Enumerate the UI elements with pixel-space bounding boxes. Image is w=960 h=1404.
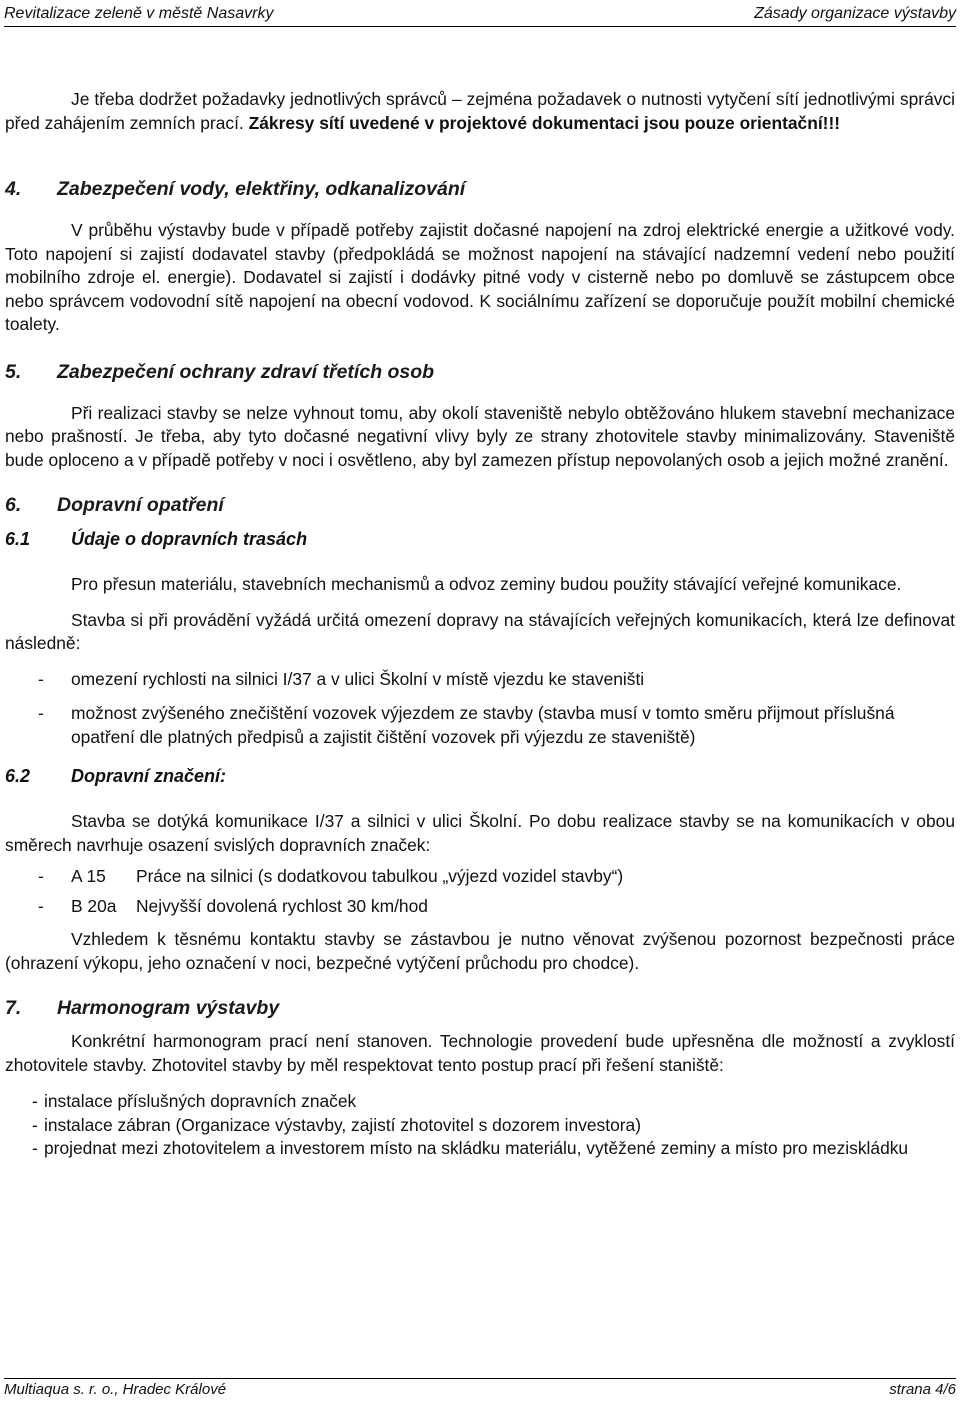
list-dash: - (38, 668, 44, 689)
section-7-heading (5, 995, 955, 1021)
section-5-heading (5, 359, 955, 385)
section-6-2-paragraph-1: Stavba se dotýká komunikace I/37 a silnici v ulici Školní. Po dobu realizace stavby se na komunikacích v obou směrech navrhuje osazení svislých dopravních značek: (5, 811, 955, 855)
page-header (4, 2, 956, 27)
list-item-text: omezení rychlosti na silnici I/37 a v ulici Školní v místě vjezdu ke staveništi (71, 668, 645, 689)
intro-paragraph (5, 88, 955, 135)
list-dash: - (32, 1091, 38, 1111)
section-6-title: Dopravní opatření (57, 494, 224, 516)
list-item-text: možnost zvýšeného znečištění vozovek výjezdem ze stavby (stavba musí v tomto směru přijmout příslušná opatření dle platných předpisů a zajistit čištění vozovek při výjezdu ze staveniště) (71, 703, 895, 747)
traffic-sign-code: B 20a (71, 895, 117, 916)
section-4-number: 4. (5, 178, 22, 200)
section-7-paragraph: Konkrétní harmonogram prací není stanoven. Technologie provedení bude upřesněna dle možností a zvyklostí zhotovitele stavby. Zhotovitel stavby by měl respektovat tento postup prací při řešení staniště: (5, 1031, 955, 1075)
list-dash: - (32, 1114, 38, 1135)
list-item (5, 702, 955, 749)
section-6-1-title: Údaje o dopravních trasách (71, 529, 308, 549)
list-item-text: instalace zábran (Organizace výstavby, zajistí zhotovitel s dozorem investora) (44, 1114, 642, 1135)
traffic-sign-item (5, 865, 955, 889)
page-footer (4, 1378, 956, 1403)
footer-page-number: strana 4/6 (889, 1381, 956, 1398)
section-5-paragraph: Při realizaci stavby se nelze vyhnout tomu, aby okolí staveniště nebylo obtěžováno hlukem stavební mechanizace nebo prašností. Je třeba, aby tyto dočasné negativní vlivy byly ze strany zhotovitele stavby minimalizovány. Staveniště bude oploceno a v případě potřeby v noci i osvětleno, aby byl zamezen přístup nepovolaných osob a jejich možné zranění. (5, 402, 955, 470)
list-item-text: instalace příslušných dopravních značek (44, 1091, 357, 1111)
traffic-sign-text: Nejvyšší dovolená rychlost 30 km/hod (136, 895, 428, 916)
list-dash: - (38, 866, 44, 886)
section-7-number: 7. (5, 997, 22, 1019)
section-6-2-heading (5, 764, 955, 788)
list-item-text: projednat mezi zhotovitelem a investorem místo na skládku materiálu, vytěžené zeminy a místo pro meziskládku (44, 1138, 909, 1158)
list-dash: - (32, 1138, 38, 1158)
traffic-sign-text: Práce na silnici (s dodatkovou tabulkou „výjezd vozidel stavby“) (136, 866, 624, 886)
list-item (5, 1137, 955, 1161)
section-6-heading (5, 492, 955, 518)
intro-text: Je třeba dodržet požadavky jednotlivých správců – zejména požadavek o nutnosti vytyčení sítí jednotlivými správci před zahájením zemních prací. (5, 89, 955, 133)
section-6-2-paragraph-2: Vzhledem k těsnému kontaktu stavby se zástavbou je nutno věnovat zvýšenou pozornost bezpečnosti práce (ohrazení výkopu, jeho označení v noci, bezpečné vytýčení průchodu pro chodce). (5, 929, 955, 973)
header-project-title: Revitalizace zeleně v městě Nasavrky (4, 5, 274, 22)
section-6-2-title: Dopravní značení: (71, 766, 227, 786)
list-dash: - (38, 703, 44, 723)
section-4-heading (5, 176, 955, 202)
traffic-sign-code: A 15 (71, 866, 106, 886)
section-5-number: 5. (5, 360, 22, 383)
section-4-paragraph: V průběhu výstavby bude v případě potřeby zajistit dočasné napojení na zdroj elektrické energie a užitkové vody. Toto napojení si zajistí dodavatel stavby (předpokládá se možnost napojení na stávající nadzemní vedení nebo použití mobilního zdroje el. energie). Dodavatel si zajistí i dodávky pitné vody v cisterně nebo po domluvě se zástupcem obce nebo správcem vodovodní sítě napojení na obecní vodovod. K sociálnímu zařízení se doporučuje použít mobilní chemické toalety. (5, 220, 955, 334)
footer-company: Multiaqua s. r. o., Hradec Králové (4, 1381, 227, 1398)
list-dash: - (38, 895, 44, 916)
section-4-title: Zabezpečení vody, elektřiny, odkanalizování (57, 178, 466, 200)
traffic-sign-item (5, 895, 955, 919)
list-item (5, 668, 955, 692)
section-6-1-paragraph-1: Pro přesun materiálu, stavebních mechanismů a odvoz zeminy budou použity stávající veřejné komunikace. (71, 574, 902, 594)
section-6-2-number: 6.2 (5, 766, 31, 786)
list-item (5, 1090, 955, 1114)
section-6-number: 6. (5, 494, 22, 516)
section-6-1-heading (5, 527, 955, 551)
section-6-1-paragraph-2: Stavba si při provádění vyžádá určitá omezení dopravy na stávajících veřejných komunikacích, která lze definovat následně: (5, 609, 955, 653)
section-6-1-number: 6.1 (5, 529, 31, 549)
section-7-title: Harmonogram výstavby (57, 997, 280, 1019)
section-5-title: Zabezpečení ochrany zdraví třetích osob (57, 360, 435, 383)
document-body (5, 88, 955, 1161)
intro-warning: Zákresy sítí uvedené v projektové dokumentaci jsou pouze orientační!!! (248, 112, 841, 133)
list-item (5, 1114, 955, 1138)
header-section-title: Zásady organizace výstavby (754, 5, 956, 22)
